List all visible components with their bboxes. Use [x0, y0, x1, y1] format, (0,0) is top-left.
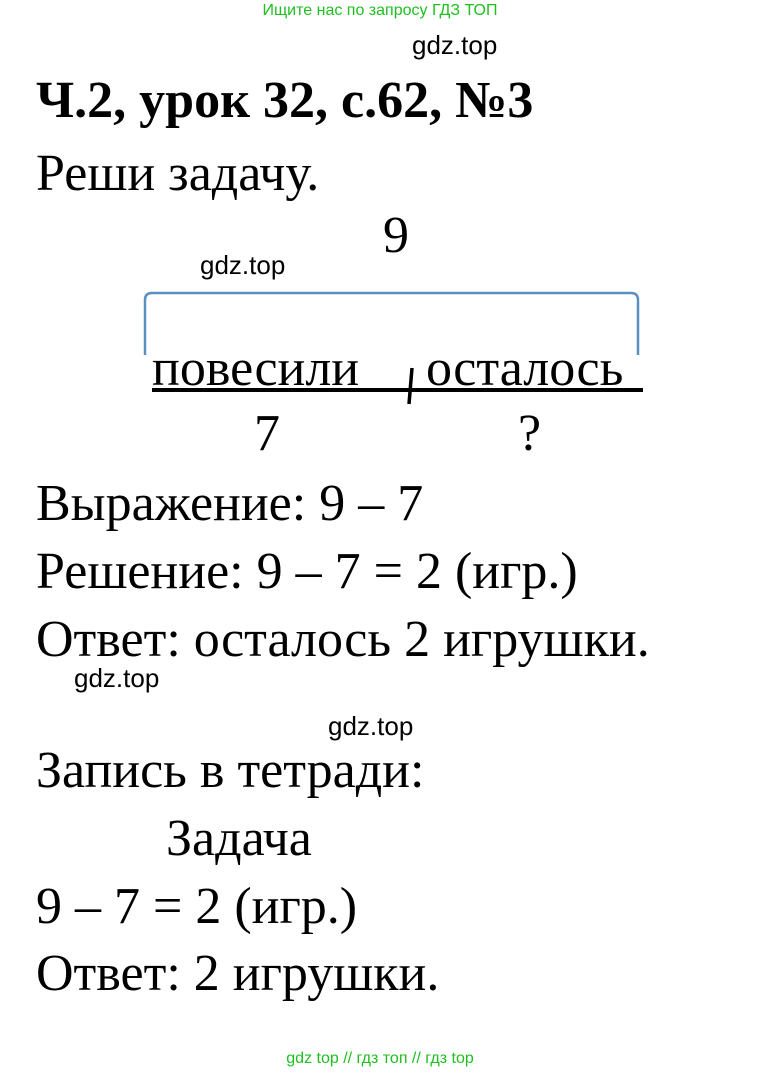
- diagram-right-value: ?: [518, 405, 542, 462]
- watermark-4: gdz.top: [328, 711, 414, 741]
- footer: gdz top // гдз топ // гдз top: [286, 1050, 474, 1067]
- answer-line: Ответ: осталось 2 игрушки.: [36, 611, 650, 668]
- diagram-right-label: осталось: [426, 340, 624, 397]
- notebook-answer: Ответ: 2 игрушки.: [36, 945, 440, 1002]
- segment-divider: [409, 368, 412, 404]
- notebook-heading: Запись в тетради:: [36, 742, 425, 799]
- solution-line: Решение: 9 – 7 = 2 (игр.): [36, 543, 578, 600]
- diagram-left-label: повесили: [152, 340, 360, 397]
- task-text: Реши задачу.: [36, 145, 320, 202]
- watermark-1: gdz.top: [412, 30, 498, 60]
- top-banner: Ищите нас по запросу ГДЗ ТОП: [262, 2, 498, 19]
- watermark-3: gdz.top: [74, 663, 160, 693]
- expression-line: Выражение: 9 – 7: [36, 475, 424, 532]
- page-title: Ч.2, урок 32, с.62, №3: [36, 72, 534, 129]
- diagram-left-value: 7: [254, 405, 280, 462]
- notebook-subheading: Задача: [166, 810, 312, 867]
- notebook-equation: 9 – 7 = 2 (игр.): [36, 878, 358, 935]
- watermark-2: gdz.top: [200, 250, 286, 280]
- diagram-total: 9: [383, 207, 409, 264]
